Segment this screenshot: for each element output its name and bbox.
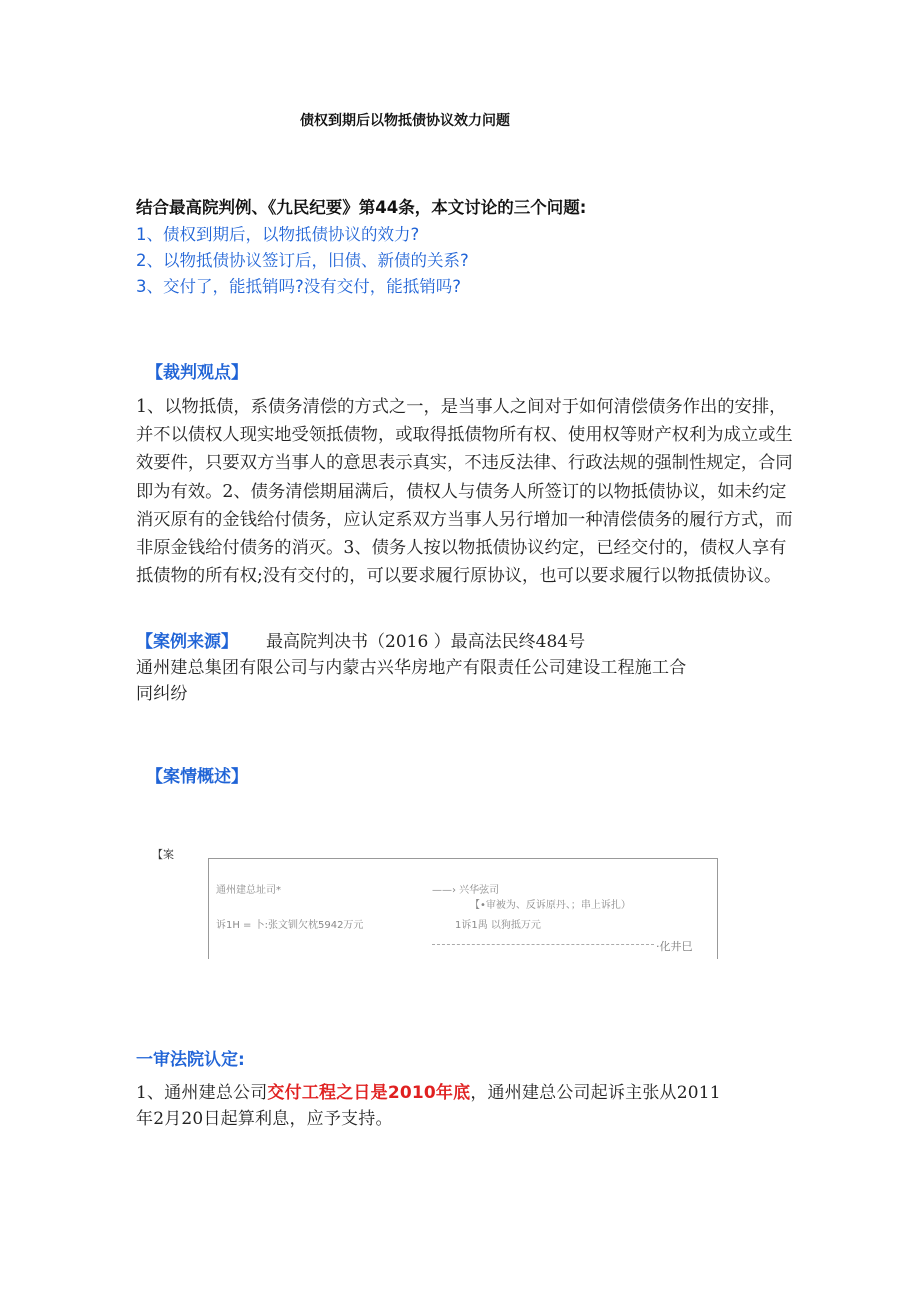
question-1: 1、债权到期后，以物抵债协议的效力? — [136, 225, 420, 244]
diagram-claim-left: 诉1H = 卜:张文钏欠枕5942万元 — [216, 920, 364, 931]
diagram-party-b: ——› 兴华弦司 — [432, 885, 500, 896]
source-heading: 【案例来源】 — [136, 632, 238, 652]
intro-text: 结合最高院判例、《九民纪要》第44条，本文讨论的三个问题: — [136, 198, 587, 217]
diagram-party-a: 通州建总址司* — [216, 885, 281, 896]
ruling-heading: 【裁判观点】 — [146, 363, 248, 383]
first-instance-suffix: ，通州建总公司起诉主张从2011 — [470, 1083, 721, 1103]
ruling-text: 1、以物抵债，系债务清偿的方式之一，是当事人之间对于如何清偿债务作出的安排，并不以债权人现实地受领抵债物，或取得抵债物所有权、使用权等财产权利为成立或生效要件，只要双方当事人的意思表示真实，不违反法律、行政法规的强制性规定，合同即为有效。2、债务清偿期届满后，债权人与债务人所签订的以物抵债协议，如未约定消灭原有的金钱给付债务，应认定系双方当事人另行增加一种清偿债务的履行方式，而非原金钱给付债务的消灭。3、债务人按以物抵债协议约定，已经交付的，债权人享有抵债物的所有权;没有交付的，可以要求履行原协议，也可以要求履行以物抵债协议。 — [136, 397, 793, 587]
document-title: 债权到期后以物抵债协议效力问题 — [300, 113, 510, 129]
source-reference: 最高院判决书（2016 ）最高法民终484号 — [266, 632, 586, 652]
first-instance-prefix: 1、通州建总公司 — [136, 1083, 268, 1103]
diagram-fragment-label: 【案 — [152, 848, 174, 861]
diagram-tail-text: ·化井巳 — [656, 940, 693, 953]
diagram-claim-right: 1诉1禺 以狗抵万元 — [455, 920, 541, 931]
case-name-line-2: 同纠纷 — [136, 684, 188, 704]
overview-heading: 【案情概述】 — [146, 767, 248, 787]
question-3: 3、交付了，能抵销吗?没有交付，能抵销吗? — [136, 277, 462, 296]
first-instance-highlight: 交付工程之日是2010年底 — [267, 1083, 471, 1103]
first-instance-line-2: 年2月20日起算利息，应予支持。 — [136, 1109, 393, 1129]
case-name-line-1: 通州建总集团有限公司与内蒙古兴华房地产有限责任公司建设工程施工合 — [136, 658, 687, 678]
first-instance-heading: 一审法院认定: — [136, 1050, 245, 1070]
first-instance-line-1 — [136, 1078, 721, 1103]
question-2: 2、以物抵债协议签订后，旧债、新债的关系? — [136, 251, 469, 270]
diagram-party-b-role: 【•审被为、反诉原丹、；串上诉扎） — [470, 900, 631, 911]
diagram-dashed-connector — [432, 944, 654, 945]
